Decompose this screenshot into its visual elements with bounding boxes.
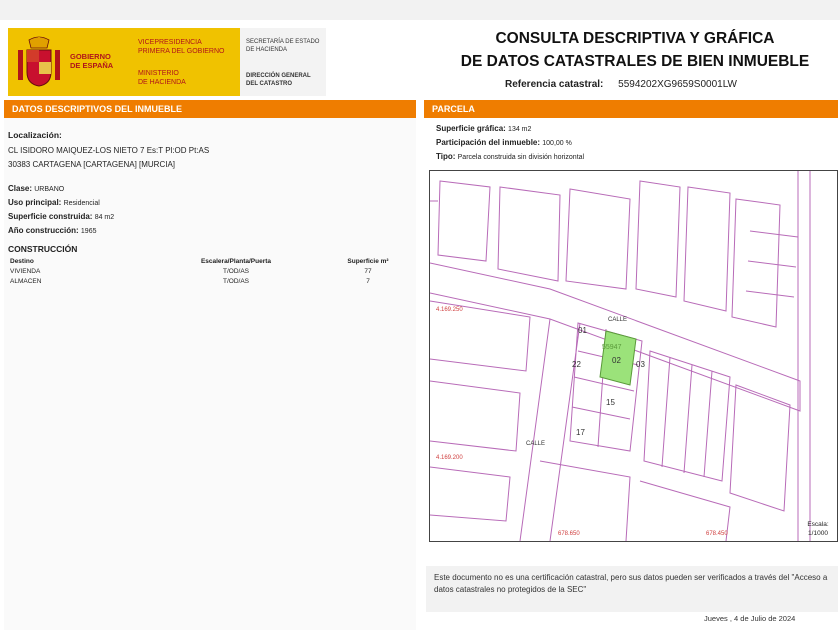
header-escalera: Escalera/Planta/Puerta [200, 258, 272, 265]
uso-value: Residencial [63, 200, 100, 207]
cell-epp: T/OD/AS [222, 268, 249, 275]
scale-value: 1/1000 [808, 530, 828, 537]
ministerio-label: MINISTERIO DE HACIENDA [138, 70, 186, 86]
table-row [8, 268, 408, 278]
participacion-row [436, 138, 572, 147]
street-label: CALLE [608, 317, 628, 323]
cell-superficie: 77 [364, 268, 372, 275]
coordinate-label: 4.169.250 [436, 307, 463, 313]
table-header-row [8, 258, 408, 268]
document-title-line2: DE DATOS CATASTRALES DE BIEN INMUEBLE [460, 53, 810, 70]
street-label: CALLE [526, 441, 546, 447]
document-date: Jueves , 4 de Julio de 2024 [704, 614, 796, 623]
construccion-table [8, 258, 408, 288]
reference-row [505, 79, 737, 90]
section-bar-descriptive: DATOS DESCRIPTIVOS DEL INMUEBLE [4, 100, 416, 118]
location-label: Localización: [8, 130, 62, 140]
gobierno-label: GOBIERNO DE ESPAÑA [70, 52, 114, 70]
parcel-label: 17 [576, 428, 585, 437]
vicepresidencia-label: VICEPRESIDENCIA PRIMERA DEL GOBIERNO [138, 39, 225, 55]
participacion-value: 100,00 % [542, 140, 572, 147]
government-logo-block [8, 28, 326, 96]
parcel-label: 03 [636, 360, 645, 369]
sup-grafica-value: 134 m2 [508, 126, 532, 133]
clase-label: Clase: [8, 184, 33, 193]
scale-indicator [800, 520, 836, 540]
descriptive-panel [4, 118, 416, 630]
parcel-label: 15 [606, 398, 615, 407]
reference-label: Referencia catastral: [505, 79, 604, 90]
superficie-label: Superficie construida: [8, 212, 93, 221]
sup-grafica-label: Superficie gráfica: [436, 124, 506, 133]
document-title-line1: CONSULTA DESCRIPTIVA Y GRÁFICA [495, 30, 775, 47]
direccion-label: DIRECCIÓN GENERAL DEL CATASTRO [246, 73, 311, 87]
spain-coat-of-arms-icon [16, 36, 62, 88]
cell-destino: ALMACEN [10, 278, 42, 285]
tipo-row [436, 152, 584, 161]
coordinate-label: 678.650 [558, 531, 580, 537]
coordinate-label: 4.169.200 [436, 455, 463, 461]
header-superficie: Superficie m² [347, 258, 389, 265]
parcel-label: 01 [578, 326, 587, 335]
scale-label: Escala: [807, 521, 829, 528]
anio-row [8, 226, 96, 235]
parcel-label: 22 [572, 360, 581, 369]
construccion-title: CONSTRUCCIÓN [8, 244, 78, 254]
cell-epp: T/OD/AS [222, 278, 249, 285]
top-strip [0, 0, 840, 20]
parcel-id-label: 55947 [602, 344, 622, 351]
uso-row [8, 198, 100, 207]
reference-value: 5594202XG9659S0001LW [618, 79, 737, 90]
coordinate-label: 678.450 [706, 531, 728, 537]
tipo-value: Parcela construida sin división horizontal [457, 154, 585, 161]
secretaria-label: SECRETARÍA DE ESTADO DE HACIENDA [246, 39, 320, 53]
location-line2: 30383 CARTAGENA [CARTAGENA] [MURCIA] [8, 160, 176, 169]
uso-label: Uso principal: [8, 198, 62, 207]
secretaria-panel [240, 28, 326, 96]
anio-label: Año construcción: [8, 226, 79, 235]
superficie-row [8, 212, 114, 221]
parcel-label: 02 [612, 356, 621, 365]
anio-value: 1965 [80, 228, 97, 235]
cadastral-map[interactable] [429, 170, 838, 542]
header-destino: Destino [10, 258, 34, 265]
participacion-label: Participación del inmueble: [436, 138, 541, 147]
section-bar-parcela: PARCELA [424, 100, 838, 118]
sup-grafica-row [436, 124, 531, 133]
cell-superficie: 7 [366, 278, 370, 285]
location-line1: CL ISIDORO MAIQUEZ-LOS NIETO 7 Es:T Pl:OD Pt:AS [8, 146, 210, 155]
table-row [8, 278, 408, 288]
map-svg [430, 171, 837, 541]
cell-destino: VIVIENDA [10, 268, 41, 275]
superficie-value: 84 m2 [94, 214, 115, 221]
clase-value: URBANO [34, 186, 65, 193]
disclaimer-notice: Este documento no es una certificación catastral, pero sus datos pueden ser verificados a través del "Acceso a datos catastrales no protegidos de la SEC" [426, 566, 838, 612]
clase-row [8, 184, 64, 193]
tipo-label: Tipo: [436, 152, 456, 161]
